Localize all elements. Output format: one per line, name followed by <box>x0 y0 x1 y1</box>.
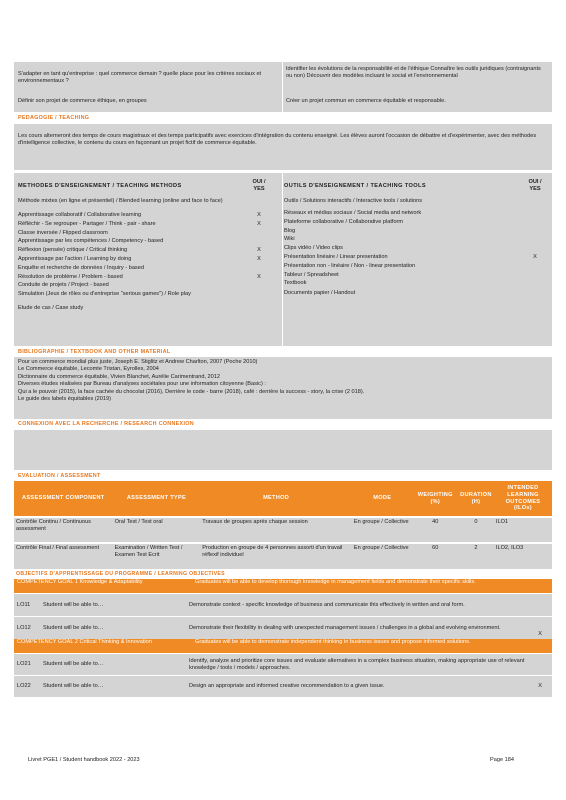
teaching-method-mark: X <box>257 273 261 280</box>
teaching-method-label: Résolution de problème / Problem - based <box>18 273 123 280</box>
teaching-method-item <box>18 291 270 305</box>
learning-objectives-heading: OBJECTIFS D'APPRENTISSAGE DU PROGRAMME / LEARNING OBJECTIVES <box>16 571 225 577</box>
teaching-method-item <box>18 212 270 221</box>
teaching-method-item <box>18 247 270 256</box>
assessment-cell: Examination / Written Test / Examen Test Ecrit <box>113 543 201 569</box>
teaching-tool-mark: X <box>533 253 537 260</box>
learning-outcome-row <box>14 654 552 675</box>
assessment-cell: Oral Test / Test oral <box>113 517 201 543</box>
bibliography-line: Dictionnaire du commerce équitable, Vivien Blanchet, Aurélie Carimentrand, 2012 <box>18 373 221 380</box>
learning-outcome-code: LO12 <box>17 624 31 631</box>
teaching-method-label: Méthode mixtes (en ligne et présentiel) / Blended learning (online and face to face) <box>18 198 223 204</box>
assessment-cell: Travaux de groupes après chaque session <box>200 517 352 543</box>
teaching-method-label: Apprentissage par les compétences / Competency - based <box>18 238 164 245</box>
assessment-header-row <box>14 481 552 517</box>
teaching-tool-label: Présentation linéaire / Linear presentation <box>284 253 388 260</box>
learning-outcome-text: Demonstrate context - specific knowledge of business and communicate this effectively in written and oral form. <box>189 601 465 608</box>
learning-outcome-row <box>14 594 552 616</box>
footer-handbook: Livret PGE1 / Student handbook 2022 - 2023 <box>28 757 140 763</box>
bibliography-line: Diverses études réalisées par Bureau d'analyses sociétales pour une information citoyenne (Basic) : <box>18 381 266 388</box>
assessment-cell: En groupe / Collective <box>352 517 413 543</box>
learning-outcome-code: LO11 <box>17 601 31 608</box>
bibliography-line: Pour un commerce mondial plus juste, Joseph E. Stiglitz et Andrew Charlton, 2007 (Poche 2010) <box>18 359 258 365</box>
teaching-tool-item <box>284 254 546 263</box>
learning-outcome-text: Identify, analyze and prioritize core issues and evaluate alternatives in a complex business situation, making appropriate use of relevant knowledge / tools / models / approaches. <box>189 657 525 671</box>
learning-outcome-text: Design an appropriate and informed creative recommendation to a given issue. <box>189 683 385 690</box>
assessment-row <box>14 517 552 543</box>
assessment-cell: ILO2, ILO3 <box>494 543 552 569</box>
competency-goal-title: COMPETENCY GOAL 1 Knowledge & Adaptability <box>17 579 143 585</box>
bibliography-line: Le guide des labels équitables (2019) <box>18 396 111 403</box>
pedagogy-text: Les cours alterneront des temps de cours magistraux et des temps participatifs avec exercices d'intégration du contenu enseigné. Les élèves auront l'occasion de débattre et d'expérimenter, avec des méthodes d'intelligence collective, le contenu du cours en façonnant un projet fictif de commerce équitable. <box>18 133 537 146</box>
research-heading: CONNEXION AVEC LA RECHERCHE / RESEARCH CONNEXION <box>18 421 194 427</box>
learning-outcome-lead: Student will be able to… <box>43 683 104 689</box>
teaching-tool-label: Wiki <box>284 236 295 243</box>
evaluation-table <box>14 481 552 569</box>
teaching-method-label: Etude de cas / Case study <box>18 305 84 312</box>
teaching-tool-item <box>284 280 546 290</box>
teaching-method-label: Enquête et recherche de données / Inquiry - based <box>18 264 144 271</box>
teaching-method-mark: X <box>257 220 261 227</box>
teaching-tool-label: Clips vidéo / Video clips <box>284 245 343 252</box>
learning-outcome-row <box>14 676 552 697</box>
learning-outcome-code: LO21 <box>17 661 31 667</box>
assessment-column-header: ASSESSMENT TYPE <box>126 495 187 501</box>
teaching-tool-item <box>284 210 546 219</box>
teaching-tool-label: Documents papier / Handout <box>284 290 356 297</box>
assessment-cell: 0 <box>458 517 494 543</box>
assessment-cell: 60 <box>413 543 458 569</box>
competency-goal-bar <box>14 579 552 593</box>
teaching-methods-title: METHODES D'ENSEIGNEMENT / TEACHING METHODS <box>18 183 182 189</box>
teaching-tool-label: Tableur / Spreadsheet <box>284 271 339 278</box>
teaching-method-mark: X <box>257 247 261 254</box>
learning-outcome-lead: Student will be able to… <box>43 601 104 608</box>
competency-goal-bar <box>14 639 552 653</box>
footer-page: Page 184 <box>490 757 514 763</box>
learning-outcome-code: LO22 <box>17 683 31 689</box>
teaching-tool-label: Présentation non - linéaire / Non - linear presentation <box>284 262 416 269</box>
teaching-tool-label: Réseaux et médias sociaux / Social media and network <box>284 210 422 216</box>
bibliography-line: Le Commerce équitable, Lecomte Tristan, Eyrolles, 2004 <box>18 366 159 373</box>
divider <box>282 173 283 346</box>
assessment-cell: Contrôle Final / Final assessment <box>14 543 113 569</box>
assessment-column-header: METHOD <box>263 495 290 501</box>
teaching-method-item <box>18 305 270 313</box>
teaching-tool-label: Blog <box>284 227 296 234</box>
objective-right-2: Créer un projet commun en commerce équitable et responsable. <box>286 98 446 104</box>
teaching-tools-list <box>284 198 546 300</box>
teaching-methods-yes: OUI / YES <box>252 179 266 192</box>
teaching-method-label: Classe inversée / Flipped classroom <box>18 229 108 236</box>
assessment-cell: Contrôle Continu / Continuous assessment <box>14 517 113 543</box>
assessment-column-header: ASSESSMENT COMPONENT <box>22 495 105 501</box>
learning-outcome-mark: X <box>538 631 542 637</box>
teaching-method-label: Conduite de projets / Project - based <box>18 282 109 289</box>
teaching-tool-label: Plateforme collaborative / Collaborative platform <box>284 218 404 225</box>
teaching-tool-item <box>284 236 546 245</box>
learning-objectives <box>14 579 552 697</box>
teaching-method-item <box>18 238 270 247</box>
teaching-method-item <box>18 256 270 265</box>
competency-goal-description: Graduates will be able to develop thorough knowledge in management fields and demonstrate their specific skills. <box>195 579 476 585</box>
assessment-column-header: MODE <box>373 495 392 501</box>
teaching-tool-item <box>284 198 546 210</box>
teaching-tool-label: Textbook <box>284 280 307 287</box>
research-box <box>14 430 552 470</box>
teaching-method-label: Réfléchir - Se regrouper - Partager / Think - pair - share <box>18 220 156 227</box>
objectives-box <box>14 62 552 112</box>
assessment-table <box>14 481 552 569</box>
teaching-tools-title: OUTILS D'ENSEIGNEMENT / TEACHING TOOLS <box>284 183 426 189</box>
teaching-methods-header <box>18 179 270 192</box>
bibliography-box <box>14 357 552 419</box>
teaching-tool-item <box>284 245 546 254</box>
assessment-cell: En groupe / Collective <box>352 543 413 569</box>
assessment-column-header: INTENDED LEARNING OUTCOMES (ILOs) <box>505 484 541 512</box>
teaching-tool-item <box>284 219 546 228</box>
assessment-column-header: DURATION (H) <box>460 491 492 505</box>
teaching-method-item <box>18 265 270 274</box>
assessment-column-header: WEIGHTING (%) <box>417 491 453 505</box>
teaching-method-label: Apprentissage par l'action / Learning by doing <box>18 255 132 262</box>
learning-outcome-text: Demonstrate their flexibility in dealing with unexpected management issues / challenges in a global and evolving environment. <box>189 624 501 631</box>
teaching-method-label: Réflexion (pensée) critique / Critical thinking <box>18 247 128 254</box>
learning-outcome-lead: Student will be able to… <box>43 661 104 667</box>
assessment-cell: Production en groupe de 4 personnes assorti d'un travail réflexif individuel <box>200 543 352 569</box>
teaching-method-item <box>18 221 270 230</box>
divider <box>282 62 283 112</box>
assessment-row <box>14 543 552 569</box>
competency-goal-title: COMPETENCY GOAL 2 Critical Thinking & Innovation <box>17 639 152 645</box>
teaching-method-label: Apprentissage collaboratif / Collaborative learning <box>18 212 142 218</box>
learning-outcome-row <box>14 617 552 639</box>
teaching-method-mark: X <box>257 255 261 262</box>
teaching-methods-list <box>18 198 270 313</box>
bibliography-line: Qui a le pouvoir (2015), la face cachée du chocolat (2016), Derrière le code - barre (2018), café : derrière la success - story, la crise (2 018). <box>18 388 365 395</box>
learning-outcome-mark: X <box>538 683 542 689</box>
assessment-cell: 40 <box>413 517 458 543</box>
teaching-method-item <box>18 282 270 291</box>
assessment-body <box>14 517 552 569</box>
assessment-cell: ILO1 <box>494 517 552 543</box>
pedagogy-heading: PEDAGOGIE / TEACHING <box>18 115 90 121</box>
teaching-method-item <box>18 274 270 283</box>
objective-left-2: Définir son projet de commerce éthique, en groupes <box>18 98 147 104</box>
teaching-method-mark: X <box>257 212 261 218</box>
teaching-tools-yes: OUI / YES <box>528 179 542 192</box>
objective-left-1: S'adapter en tant qu'entreprise : quel commerce demain ? quelle place pour les critères sociaux et environnementaux ? <box>18 71 262 84</box>
teaching-tool-item <box>284 263 546 272</box>
teaching-tool-item <box>284 290 546 300</box>
bibliography-heading: BIBLIOGRAPHIE / TEXTBOOK AND OTHER MATERIAL <box>18 349 171 355</box>
teaching-tools-header <box>284 179 546 192</box>
learning-outcome-lead: Student will be able to… <box>43 624 104 631</box>
evaluation-heading: EVALUATION / ASSESSMENT <box>18 473 101 479</box>
competency-goal-description: Graduates will be able to demonstrate independent thinking in business issues and propose informed solutions. <box>195 639 471 645</box>
teaching-tool-item <box>284 272 546 281</box>
assessment-cell: 2 <box>458 543 494 569</box>
pedagogy-box <box>14 124 552 170</box>
teaching-tool-label: Outils / Solutions interactifs / Interactive tools / solutions <box>284 198 423 204</box>
teaching-method-item <box>18 198 270 212</box>
teaching-tool-item <box>284 228 546 237</box>
teaching-method-item <box>18 230 270 239</box>
objective-right-1: Identifier les évolutions de la responsabilité et de l'éthique Connaître les outils juridiques (contraignants ou non) Découvrir des modèles incluant le social et l'environnemental <box>286 66 541 79</box>
teaching-method-label: Simulation (Jeux de rôles ou d'entreprise "serious games") / Role play <box>18 291 191 298</box>
bibliography-list <box>18 359 546 403</box>
